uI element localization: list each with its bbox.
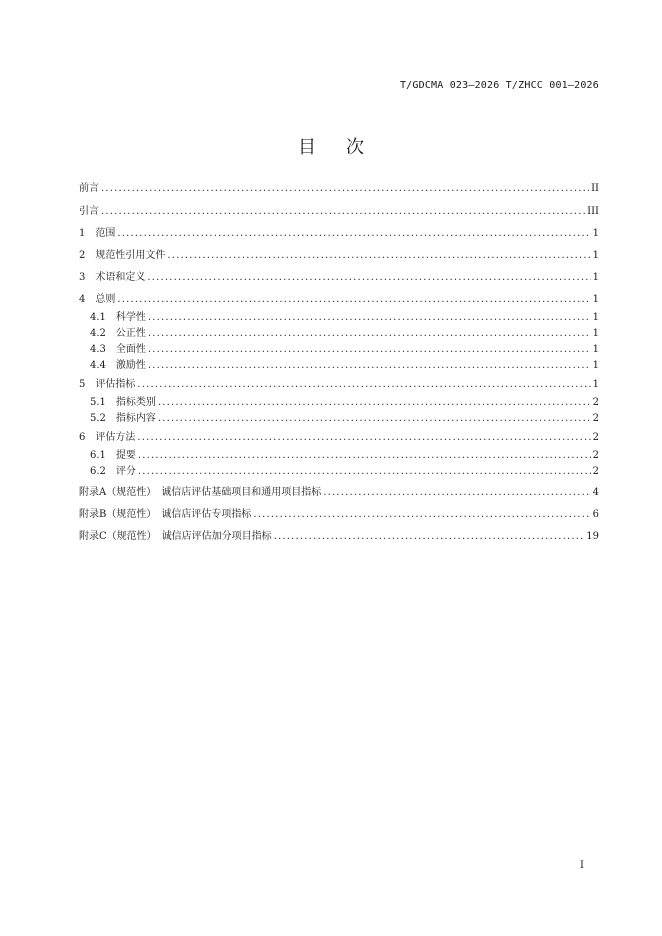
toc-entry-label: 4.1 科学性	[90, 312, 146, 323]
toc-entry-page: 2	[592, 432, 599, 443]
toc-entry-page: 1	[592, 379, 599, 390]
toc-entry-page: 2	[592, 413, 599, 424]
toc-entry-label: 前言	[79, 183, 99, 194]
toc-entry-evaluation-indicators[interactable]	[79, 379, 599, 397]
toc-entry-annex-c[interactable]	[79, 531, 599, 553]
toc-leader	[117, 294, 590, 306]
table-of-contents	[79, 180, 599, 553]
toc-leader	[137, 432, 590, 444]
toc-entry-6-1[interactable]	[79, 450, 599, 466]
toc-entry-general-principles[interactable]	[79, 294, 599, 312]
toc-entry-label: 附录C（规范性） 诚信店评估加分项目指标	[79, 531, 272, 542]
toc-entry-page: 2	[592, 397, 599, 408]
toc-entry-label: 5 评估指标	[79, 379, 136, 390]
toc-entry-annex-a[interactable]	[79, 487, 599, 509]
toc-entry-label: 2 规范性引用文件	[79, 250, 166, 261]
toc-leader	[148, 360, 591, 372]
toc-entry-page: 1	[592, 228, 599, 239]
toc-leader	[253, 509, 590, 521]
toc-entry-label: 6.1 提要	[90, 450, 136, 461]
toc-leader	[158, 397, 591, 409]
toc-entry-label: 4.3 全面性	[90, 344, 146, 355]
toc-leader	[117, 228, 590, 240]
toc-entry-label: 附录B（规范性） 诚信店评估专项指标	[79, 509, 252, 520]
document-code-header: T/GDCMA 023—2026 T/ZHCC 001—2026	[399, 80, 599, 91]
toc-leader	[323, 487, 590, 499]
toc-entry-page: 2	[592, 450, 599, 461]
toc-leader	[147, 272, 590, 284]
toc-entry-page: 1	[592, 272, 599, 283]
toc-entry-foreword[interactable]	[79, 183, 599, 206]
toc-entry-page: 6	[592, 509, 599, 520]
toc-entry-page: 1	[592, 344, 599, 355]
toc-leader	[274, 531, 585, 543]
toc-entry-terms-definitions[interactable]	[79, 272, 599, 294]
toc-entry-page: III	[587, 206, 599, 217]
toc-entry-page: II	[591, 183, 599, 194]
toc-leader	[138, 450, 591, 462]
toc-leader	[167, 250, 590, 262]
toc-entry-label: 4.4 激励性	[90, 360, 146, 371]
toc-entry-normative-references[interactable]	[79, 250, 599, 272]
toc-leader	[138, 466, 591, 478]
toc-entry-label: 1 范围	[79, 228, 116, 239]
toc-entry-introduction[interactable]	[79, 206, 599, 228]
toc-entry-label: 5.2 指标内容	[90, 413, 156, 424]
toc-entry-label: 6 评估方法	[79, 432, 136, 443]
toc-leader	[148, 344, 591, 356]
toc-leader	[148, 328, 591, 340]
page-title: 目次	[298, 137, 394, 158]
toc-entry-page: 1	[592, 328, 599, 339]
toc-entry-page: 1	[592, 250, 599, 261]
toc-leader	[158, 413, 591, 425]
toc-entry-label: 5.1 指标类别	[90, 397, 156, 408]
toc-leader	[137, 379, 590, 391]
toc-entry-scope[interactable]	[79, 228, 599, 250]
toc-entry-label: 3 术语和定义	[79, 272, 146, 283]
toc-entry-6-2[interactable]	[79, 466, 599, 487]
toc-entry-page: 1	[592, 360, 599, 371]
toc-entry-label: 4 总则	[79, 294, 116, 305]
toc-leader	[101, 206, 585, 218]
toc-entry-5-2[interactable]	[79, 413, 599, 432]
toc-entry-5-1[interactable]	[79, 397, 599, 413]
toc-entry-page: 4	[592, 487, 599, 498]
toc-entry-4-3[interactable]	[79, 344, 599, 360]
toc-leader	[148, 312, 591, 324]
toc-entry-4-4[interactable]	[79, 360, 599, 379]
toc-entry-label: 6.2 评分	[90, 466, 136, 477]
toc-entry-4-1[interactable]	[79, 312, 599, 328]
toc-entry-evaluation-methods[interactable]	[79, 432, 599, 450]
toc-entry-page: 2	[592, 466, 599, 477]
toc-entry-label: 4.2 公正性	[90, 328, 146, 339]
toc-entry-page: 19	[586, 531, 599, 542]
toc-entry-label: 引言	[79, 206, 99, 217]
page-number: I	[580, 860, 584, 871]
toc-entry-annex-b[interactable]	[79, 509, 599, 531]
toc-leader	[101, 183, 589, 195]
toc-entry-page: 1	[592, 294, 599, 305]
toc-entry-4-2[interactable]	[79, 328, 599, 344]
toc-entry-label: 附录A（规范性） 诚信店评估基础项目和通用项目指标	[79, 487, 322, 498]
toc-entry-page: 1	[592, 312, 599, 323]
